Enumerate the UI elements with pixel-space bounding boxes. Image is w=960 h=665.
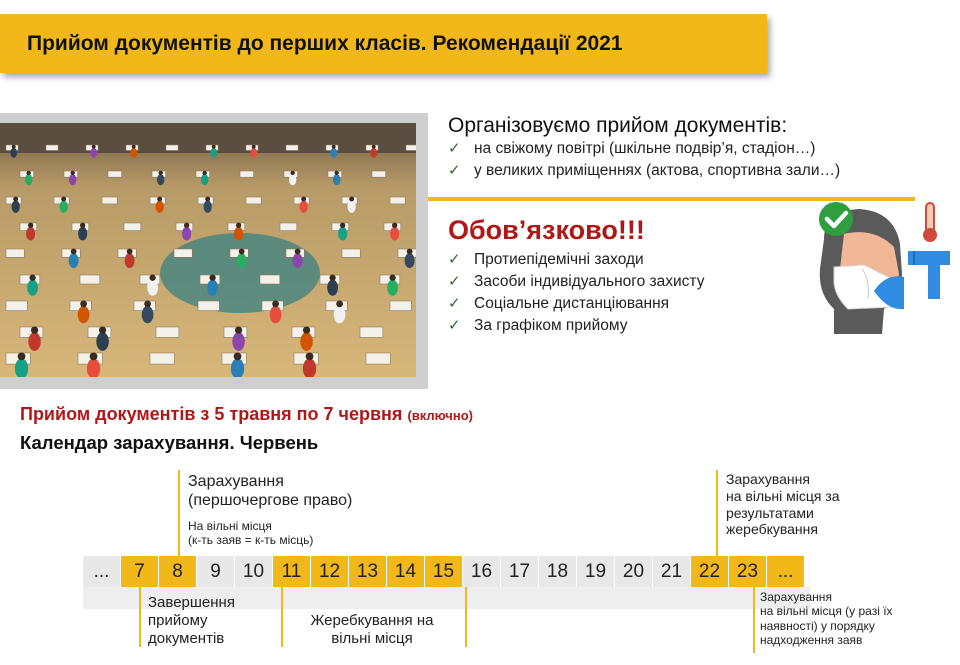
person-shape xyxy=(405,253,415,268)
desk-shape xyxy=(156,327,179,337)
mandatory-heading: Обов’язково!!! xyxy=(448,215,645,245)
person-head-shape xyxy=(132,145,136,149)
person-shape xyxy=(142,306,154,323)
annotation-enroll-priority: Зарахування (першочергове право) xyxy=(188,473,353,510)
person-head-shape xyxy=(392,223,397,228)
person-head-shape xyxy=(127,249,133,255)
person-shape xyxy=(327,280,338,296)
timeline-day: 23 xyxy=(729,556,767,587)
timeline-day: 10 xyxy=(235,556,273,587)
desk-shape xyxy=(108,171,122,177)
person-shape xyxy=(25,174,32,185)
person-shape xyxy=(147,280,158,296)
person-head-shape xyxy=(340,223,345,228)
person-head-shape xyxy=(92,145,96,149)
timeline-day: 14 xyxy=(387,556,425,587)
person-head-shape xyxy=(29,275,35,281)
person-head-shape xyxy=(157,197,162,202)
exam-hall-image xyxy=(0,123,416,377)
person-shape xyxy=(387,280,398,296)
timeline-day: 19 xyxy=(577,556,615,587)
timeline-day: 9 xyxy=(197,556,235,587)
person-head-shape xyxy=(12,145,16,149)
person-head-shape xyxy=(335,171,339,175)
person-shape xyxy=(232,332,244,351)
desk-shape xyxy=(46,145,58,151)
person-shape xyxy=(338,227,347,241)
person-shape xyxy=(156,200,164,212)
timeline-day: 17 xyxy=(501,556,539,587)
person-shape xyxy=(333,174,340,185)
list-item: ✓ Протиепідемічні заходи xyxy=(448,249,704,271)
person-head-shape xyxy=(236,223,241,228)
timeline-day: 8 xyxy=(159,556,197,587)
list-item: ✓ на свіжому повітрі (шкільне подвір’я, стадіон…) xyxy=(448,138,840,160)
admission-period: Прийом документів з 5 травня по 7 червня (включно) xyxy=(20,404,473,424)
desk-shape xyxy=(246,197,261,204)
marker-line xyxy=(139,587,141,647)
timeline-day: 16 xyxy=(463,556,501,587)
marker-line xyxy=(465,587,467,647)
organize-heading: Організовуємо прийом документів: xyxy=(448,114,788,137)
person-shape xyxy=(78,306,90,323)
person-head-shape xyxy=(372,145,376,149)
person-head-shape xyxy=(407,249,413,255)
person-shape xyxy=(289,174,296,185)
person-head-shape xyxy=(209,275,215,281)
page-title: Прийом документів до перших класів. Рекомендації 2021 xyxy=(27,31,623,55)
desk-shape xyxy=(372,171,386,177)
timeline-day: 12 xyxy=(311,556,349,587)
timeline xyxy=(83,556,805,587)
desk-shape xyxy=(6,249,24,257)
thermometer-scan-icon xyxy=(804,199,954,336)
annotation-enroll-priority-note: На вільні місця (к-ть заяв = к-ть місць) xyxy=(188,519,314,548)
check-icon: ✓ xyxy=(448,295,461,312)
desk-shape xyxy=(286,145,298,151)
person-head-shape xyxy=(149,275,155,281)
marker-line xyxy=(281,587,283,647)
exam-hall-photo xyxy=(0,113,428,389)
person-head-shape xyxy=(295,249,301,255)
list-item: ✓ За графіком прийому xyxy=(448,315,704,337)
person-head-shape xyxy=(234,352,242,360)
person-shape xyxy=(26,227,35,241)
timeline-day: 20 xyxy=(615,556,653,587)
person-shape xyxy=(10,148,17,158)
desk-shape xyxy=(360,327,383,337)
person-head-shape xyxy=(332,145,336,149)
desk-shape xyxy=(342,249,360,257)
desk-shape xyxy=(6,301,27,311)
desk-shape xyxy=(366,353,390,364)
mandatory-list xyxy=(448,249,704,337)
person-shape xyxy=(130,148,137,158)
person-shape xyxy=(207,280,218,296)
person-head-shape xyxy=(184,223,189,228)
timeline-day: ... xyxy=(767,556,805,587)
person-head-shape xyxy=(239,249,245,255)
person-head-shape xyxy=(80,223,85,228)
person-shape xyxy=(270,306,282,323)
person-head-shape xyxy=(90,352,98,360)
person-head-shape xyxy=(389,275,395,281)
person-shape xyxy=(348,200,356,212)
annotation-lottery: Жеребкування на вільні місця xyxy=(310,612,434,647)
annotation-enroll-order: Зарахування на вільні місця (у разі їх наявності) у порядку надходження заяв xyxy=(760,590,893,648)
calendar-title: Календар зарахування. Червень xyxy=(20,432,319,453)
annotation-finish-docs: Завершення прийому документів xyxy=(148,594,235,647)
person-shape xyxy=(237,253,247,268)
person-shape xyxy=(300,332,312,351)
person-head-shape xyxy=(291,171,295,175)
person-head-shape xyxy=(71,249,77,255)
annotation-lottery-enroll: Зарахування на вільні місця за результатами жеребкування xyxy=(726,471,840,538)
person-head-shape xyxy=(159,171,163,175)
timeline-day: ... xyxy=(83,556,121,587)
person-head-shape xyxy=(61,197,66,202)
person-head-shape xyxy=(144,301,151,308)
person-head-shape xyxy=(272,301,279,308)
timeline-day: 7 xyxy=(121,556,159,587)
person-shape xyxy=(250,148,257,158)
person-head-shape xyxy=(252,145,256,149)
person-head-shape xyxy=(71,171,75,175)
person-head-shape xyxy=(212,145,216,149)
person-shape xyxy=(96,332,108,351)
person-head-shape xyxy=(205,197,210,202)
person-shape xyxy=(27,280,38,296)
person-head-shape xyxy=(203,171,207,175)
desk-shape xyxy=(406,145,416,151)
person-head-shape xyxy=(27,171,31,175)
desk-shape xyxy=(390,197,405,204)
person-shape xyxy=(300,200,308,212)
desk-shape xyxy=(198,301,219,311)
desk-shape xyxy=(174,249,192,257)
person-shape xyxy=(201,174,208,185)
desk-shape xyxy=(280,223,297,231)
title-banner xyxy=(0,14,767,73)
person-shape xyxy=(69,174,76,185)
desk-shape xyxy=(260,275,280,284)
list-item: ✓ Соціальне дистанціювання xyxy=(448,293,704,315)
person-shape xyxy=(90,148,97,158)
list-item: ✓ Засоби індивідуального захисту xyxy=(448,271,704,293)
person-head-shape xyxy=(28,223,33,228)
desk-shape xyxy=(390,301,411,311)
person-head-shape xyxy=(18,352,26,360)
person-head-shape xyxy=(329,275,335,281)
person-shape xyxy=(210,148,217,158)
person-shape xyxy=(78,227,87,241)
marker-line xyxy=(753,587,755,653)
person-shape xyxy=(182,227,191,241)
check-icon: ✓ xyxy=(448,317,461,334)
person-shape xyxy=(293,253,303,268)
person-head-shape xyxy=(235,326,242,333)
timeline-day: 13 xyxy=(349,556,387,587)
desk-shape xyxy=(240,171,254,177)
person-head-shape xyxy=(31,326,38,333)
desk-shape xyxy=(166,145,178,151)
person-shape xyxy=(334,306,346,323)
person-shape xyxy=(234,227,243,241)
person-shape xyxy=(125,253,135,268)
check-icon: ✓ xyxy=(448,251,461,268)
timeline-day: 18 xyxy=(539,556,577,587)
person-shape xyxy=(157,174,164,185)
person-shape xyxy=(60,200,68,212)
person-head-shape xyxy=(303,326,310,333)
person-head-shape xyxy=(80,301,87,308)
person-head-shape xyxy=(349,197,354,202)
person-shape xyxy=(69,253,79,268)
person-shape xyxy=(28,332,40,351)
person-head-shape xyxy=(306,352,314,360)
marker-line xyxy=(716,470,718,556)
person-head-shape xyxy=(13,197,18,202)
check-icon: ✓ xyxy=(448,162,461,179)
person-shape xyxy=(390,227,399,241)
marker-line xyxy=(178,470,180,556)
list-item: ✓ у великих приміщеннях (актова, спортивна зали…) xyxy=(448,160,840,182)
timeline-day: 15 xyxy=(425,556,463,587)
person-head-shape xyxy=(336,301,343,308)
person-head-shape xyxy=(99,326,106,333)
desk-shape xyxy=(102,197,117,204)
person-shape xyxy=(330,148,337,158)
person-shape xyxy=(12,200,20,212)
desk-shape xyxy=(124,223,141,231)
desk-shape xyxy=(150,353,174,364)
check-icon: ✓ xyxy=(448,273,461,290)
timeline-day: 11 xyxy=(273,556,311,587)
organize-list xyxy=(448,138,840,182)
timeline-day: 22 xyxy=(691,556,729,587)
timeline-day: 21 xyxy=(653,556,691,587)
person-shape xyxy=(370,148,377,158)
person-shape xyxy=(204,200,212,212)
person-head-shape xyxy=(301,197,306,202)
desk-shape xyxy=(80,275,100,284)
check-icon: ✓ xyxy=(448,140,461,157)
